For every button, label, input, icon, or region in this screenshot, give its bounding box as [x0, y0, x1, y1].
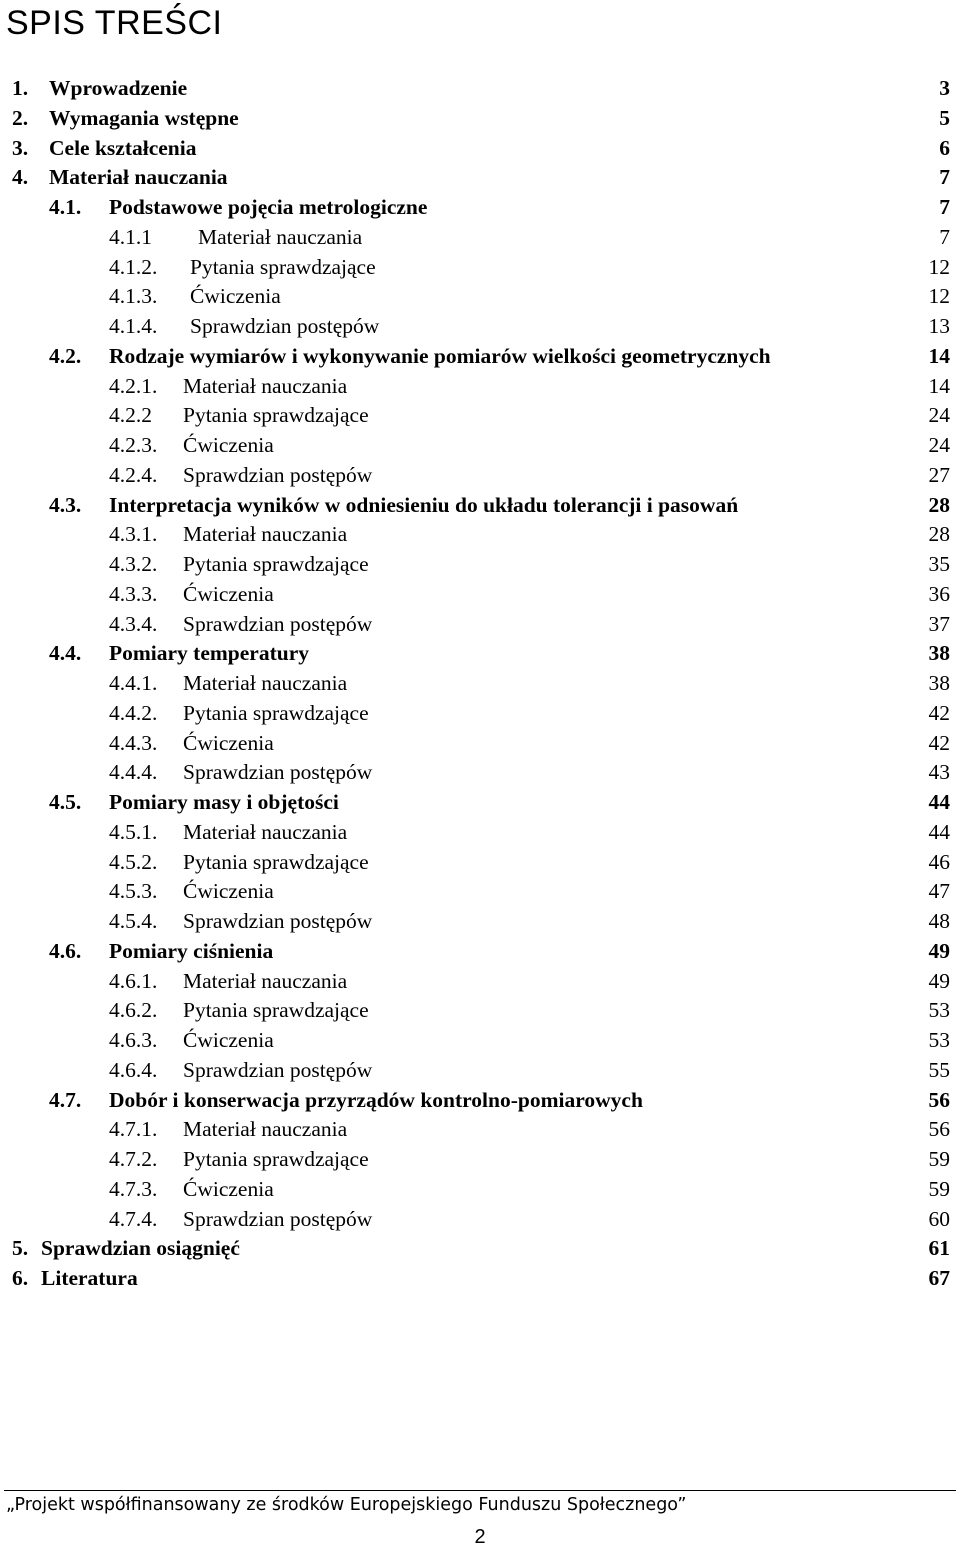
toc-entry-number: 4.6.	[49, 938, 82, 963]
toc-entry-label: Literatura	[41, 1266, 138, 1290]
toc-entry-label: Materiał nauczania	[183, 522, 348, 547]
toc-entry-page: 7	[939, 195, 950, 219]
toc-entry-page: 44	[928, 790, 950, 814]
toc-entry-page: 49	[928, 938, 950, 963]
toc-entry[interactable]	[0, 848, 960, 878]
toc-entry-label: Interpretacja wyników w odniesieniu do układu tolerancji i pasowań	[109, 492, 739, 517]
toc-entry-page: 28	[928, 522, 950, 547]
toc-entry-label: Ćwiczenia	[183, 1176, 274, 1201]
toc-entry-label: Sprawdzian postępów	[183, 1206, 373, 1231]
toc-entry-label: Sprawdzian postępów	[183, 909, 373, 933]
toc-entry-label: Pytania sprawdzające	[183, 552, 369, 576]
toc-entry-number: 4.5.2.	[109, 849, 158, 874]
toc-entry-number: 4.2.3.	[109, 433, 158, 457]
toc-entry-label: Rodzaje wymiarów i wykonywanie pomiarów wielkości geometrycznych	[109, 343, 771, 368]
toc-entry-number: 4.5.	[49, 790, 82, 814]
toc-entry-number: 4.6.2.	[109, 998, 158, 1023]
toc-entry-page: 59	[928, 1147, 950, 1171]
toc-entry-page: 12	[928, 284, 950, 309]
toc-entry-number: 4.4.4.	[109, 760, 158, 785]
toc-entry-page: 67	[928, 1266, 950, 1290]
toc-entry-label: Ćwiczenia	[183, 581, 274, 606]
toc-entry-label: Ćwiczenia	[183, 730, 274, 755]
toc-entry[interactable]	[0, 134, 960, 164]
toc-entry-page: 42	[928, 730, 950, 755]
toc-entry-label: Ćwiczenia	[183, 433, 274, 457]
toc-entry[interactable]	[0, 1115, 960, 1145]
toc-entry-number: 4.6.3.	[109, 1028, 158, 1052]
toc-entry-page: 35	[928, 552, 950, 576]
toc-entry-page: 14	[928, 343, 950, 368]
toc-entry[interactable]	[0, 967, 960, 997]
toc-entry-page: 55	[928, 1057, 950, 1082]
toc-entry-page: 36	[928, 581, 950, 606]
toc-entry-number: 4.3.1.	[109, 522, 158, 547]
toc-entry-label: Sprawdzian postępów	[183, 760, 373, 785]
toc-entry[interactable]	[0, 1026, 960, 1056]
footer-funding-note: „Projekt współfinansowany ze środków Europejskiego Funduszu Społecznego”	[6, 1495, 687, 1515]
toc-entry-page: 5	[939, 105, 950, 130]
toc-entry-page: 24	[928, 403, 950, 428]
toc-entry-page: 14	[928, 373, 950, 398]
toc-entry-page: 13	[928, 314, 950, 338]
toc-entry-number: 4.7.	[49, 1087, 82, 1112]
toc-entry-number: 4.7.4.	[109, 1206, 158, 1231]
toc-entry-label: Ćwiczenia	[183, 1028, 274, 1052]
toc-entry-number: 4.	[12, 165, 29, 190]
toc-entry-page: 61	[928, 1236, 950, 1261]
toc-entry[interactable]	[0, 193, 960, 223]
table-of-contents	[0, 74, 960, 1294]
toc-entry[interactable]	[0, 1264, 960, 1294]
toc-entry[interactable]	[0, 282, 960, 312]
toc-entry-label: Ćwiczenia	[190, 284, 281, 309]
toc-entry-page: 60	[928, 1206, 950, 1231]
toc-entry-page: 44	[928, 819, 950, 844]
toc-entry-number: 4.5.3.	[109, 879, 158, 904]
toc-entry[interactable]	[0, 788, 960, 818]
toc-entry-number: 3.	[12, 135, 29, 160]
toc-entry-label: Materiał nauczania	[198, 224, 363, 249]
toc-entry[interactable]	[0, 1145, 960, 1175]
toc-entry-page: 7	[939, 165, 950, 190]
toc-entry-page: 53	[928, 998, 950, 1023]
toc-entry[interactable]	[0, 1056, 960, 1086]
toc-entry-page: 49	[928, 968, 950, 993]
toc-entry-number: 4.6.1.	[109, 968, 158, 993]
toc-entry[interactable]	[0, 758, 960, 788]
toc-entry[interactable]	[0, 580, 960, 610]
toc-entry-number: 4.2.1.	[109, 373, 158, 398]
toc-entry-label: Wprowadzenie	[49, 76, 188, 100]
toc-entry-label: Pomiary masy i objętości	[109, 790, 339, 814]
toc-entry-label: Sprawdzian postępów	[183, 462, 373, 487]
toc-entry-number: 4.4.1.	[109, 671, 158, 695]
toc-entry-page: 6	[939, 135, 950, 160]
toc-entry-label: Pomiary ciśnienia	[109, 938, 274, 963]
toc-entry-number: 2.	[12, 105, 29, 130]
toc-entry-page: 56	[928, 1087, 950, 1112]
toc-entry-label: Materiał nauczania	[183, 1117, 348, 1142]
toc-entry-page: 56	[928, 1117, 950, 1142]
toc-entry-number: 1.	[12, 76, 29, 100]
toc-entry-page: 38	[928, 641, 950, 666]
toc-entry-page: 43	[928, 760, 950, 785]
toc-entry-label: Pomiary temperatury	[109, 641, 309, 666]
toc-entry-number: 4.3.4.	[109, 611, 158, 636]
toc-entry[interactable]	[0, 610, 960, 640]
toc-entry[interactable]	[0, 1086, 960, 1116]
toc-entry[interactable]	[0, 342, 960, 372]
toc-entry-page: 12	[928, 254, 950, 279]
toc-entry-number: 4.7.3.	[109, 1176, 158, 1201]
toc-entry-page: 59	[928, 1176, 950, 1201]
toc-entry-label: Materiał nauczania	[183, 968, 348, 993]
toc-entry-label: Pytania sprawdzające	[183, 998, 369, 1023]
toc-entry-number: 4.2.2	[109, 403, 152, 428]
toc-entry[interactable]	[0, 937, 960, 967]
toc-entry-page: 27	[928, 462, 950, 487]
toc-entry-page: 28	[928, 492, 950, 517]
toc-entry[interactable]	[0, 312, 960, 342]
toc-entry-number: 4.1.3.	[109, 284, 158, 309]
toc-entry-label: Cele kształcenia	[49, 135, 197, 160]
toc-entry-number: 4.1.	[49, 195, 82, 219]
toc-entry[interactable]	[0, 223, 960, 253]
toc-entry[interactable]	[0, 818, 960, 848]
toc-entry-label: Sprawdzian postępów	[183, 1057, 373, 1082]
toc-entry-number: 4.7.1.	[109, 1117, 158, 1142]
page-title: SPIS TREŚCI	[6, 4, 223, 42]
toc-entry-label: Materiał nauczania	[49, 165, 228, 190]
toc-entry[interactable]	[0, 372, 960, 402]
toc-entry-number: 4.1.4.	[109, 314, 158, 338]
toc-entry-number: 5.	[12, 1236, 29, 1261]
toc-entry-page: 7	[939, 224, 950, 249]
toc-entry[interactable]	[0, 461, 960, 491]
toc-entry[interactable]	[0, 550, 960, 580]
toc-entry[interactable]	[0, 431, 960, 461]
toc-entry-page: 37	[928, 611, 950, 636]
toc-entry[interactable]	[0, 639, 960, 669]
toc-entry-number: 4.4.	[49, 641, 82, 666]
toc-entry[interactable]	[0, 491, 960, 521]
toc-entry-label: Sprawdzian osiągnięć	[41, 1236, 240, 1261]
toc-entry-page: 42	[928, 700, 950, 725]
toc-entry[interactable]	[0, 1205, 960, 1235]
toc-entry-label: Wymagania wstępne	[49, 105, 239, 130]
toc-entry[interactable]	[0, 669, 960, 699]
toc-entry-number: 4.1.1	[109, 224, 152, 249]
toc-entry-label: Materiał nauczania	[183, 373, 348, 398]
toc-entry-number: 4.3.3.	[109, 581, 158, 606]
toc-entry-label: Pytania sprawdzające	[183, 403, 369, 428]
toc-entry-number: 4.7.2.	[109, 1147, 158, 1171]
toc-entry[interactable]	[0, 520, 960, 550]
toc-entry-page: 48	[928, 909, 950, 933]
toc-entry-number: 4.3.	[49, 492, 82, 517]
toc-entry-page: 53	[928, 1028, 950, 1052]
toc-entry-page: 3	[939, 76, 950, 100]
toc-entry-label: Pytania sprawdzające	[190, 254, 376, 279]
toc-entry-number: 4.5.4.	[109, 909, 158, 933]
toc-entry[interactable]	[0, 1175, 960, 1205]
toc-entry-number: 4.5.1.	[109, 819, 158, 844]
page-number: 2	[474, 1526, 486, 1548]
toc-entry[interactable]	[0, 104, 960, 134]
toc-entry[interactable]	[0, 699, 960, 729]
toc-entry-page: 46	[928, 849, 950, 874]
toc-entry-label: Ćwiczenia	[183, 879, 274, 904]
toc-entry-label: Podstawowe pojęcia metrologiczne	[109, 195, 428, 219]
toc-entry-label: Sprawdzian postępów	[190, 314, 380, 338]
toc-entry-page: 38	[928, 671, 950, 695]
toc-entry-number: 4.3.2.	[109, 552, 158, 576]
toc-entry-page: 24	[928, 433, 950, 457]
toc-entry-page: 47	[928, 879, 950, 904]
footer-divider	[4, 1490, 956, 1491]
toc-entry[interactable]	[0, 907, 960, 937]
toc-entry[interactable]	[0, 253, 960, 283]
toc-entry[interactable]	[0, 1234, 960, 1264]
toc-entry-label: Materiał nauczania	[183, 671, 348, 695]
toc-entry[interactable]	[0, 996, 960, 1026]
toc-entry-label: Pytania sprawdzające	[183, 700, 369, 725]
toc-entry[interactable]	[0, 729, 960, 759]
toc-entry-number: 4.2.	[49, 343, 82, 368]
toc-entry-number: 4.4.3.	[109, 730, 158, 755]
toc-entry[interactable]	[0, 401, 960, 431]
toc-entry-number: 4.2.4.	[109, 462, 158, 487]
toc-entry[interactable]	[0, 877, 960, 907]
toc-entry-label: Dobór i konserwacja przyrządów kontrolno-pomiarowych	[109, 1087, 643, 1112]
toc-entry[interactable]	[0, 74, 960, 104]
toc-entry-label: Pytania sprawdzające	[183, 1147, 369, 1171]
toc-entry-number: 6.	[12, 1266, 29, 1290]
toc-entry-number: 4.4.2.	[109, 700, 158, 725]
toc-entry-number: 4.6.4.	[109, 1057, 158, 1082]
toc-entry-label: Pytania sprawdzające	[183, 849, 369, 874]
toc-entry-label: Sprawdzian postępów	[183, 611, 373, 636]
toc-entry-number: 4.1.2.	[109, 254, 158, 279]
toc-entry[interactable]	[0, 163, 960, 193]
toc-entry-label: Materiał nauczania	[183, 819, 348, 844]
